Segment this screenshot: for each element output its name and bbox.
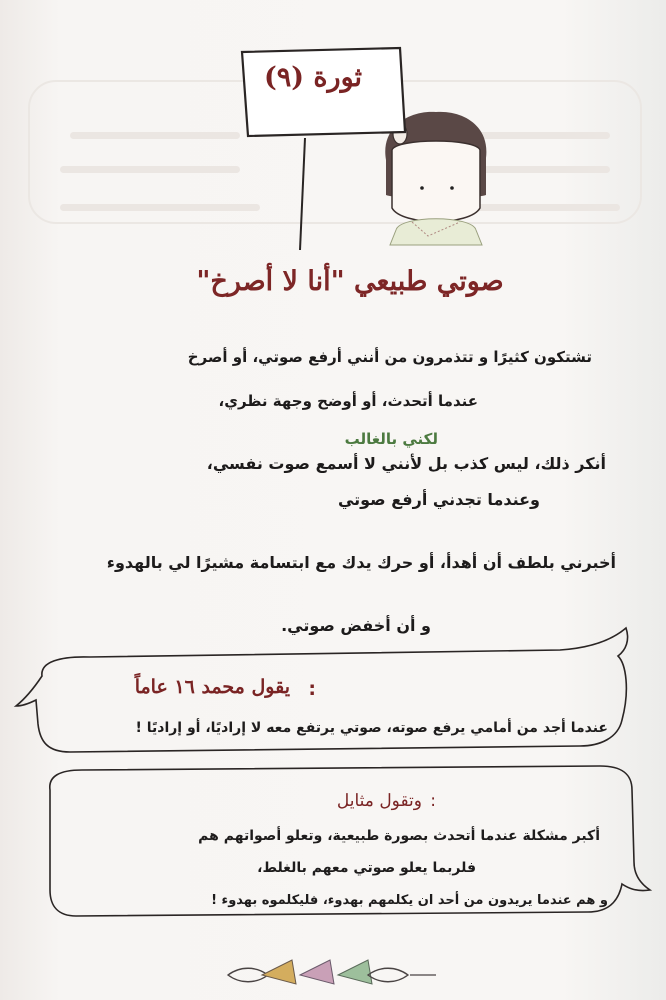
quote-text: فلربما يعلو صوتي معهم بالغلط، (257, 860, 476, 876)
quote-author-title: يقول محمد ١٦ عاماً (134, 676, 290, 698)
quote-colon: : (430, 791, 436, 811)
body-line: تشتكون كثيرًا و تتذمرون من أنني أرفع صوتي، أو أصرخ (187, 348, 592, 366)
quote-colon: : (308, 678, 316, 700)
subheading: لكني بالغالب (344, 430, 438, 448)
quote-text: عندما أجد من أمامي يرفع صوته، صوتي يرتفع معه لا إراديًا، أو إراديًا ! (135, 720, 608, 736)
body-line: و أن أخفض صوتي. (281, 616, 431, 635)
sign-title: ثورة (٩) (263, 62, 363, 93)
body-line: عندما أتحدث، أو أوضح وجهة نظري، (218, 392, 478, 410)
body-line: أخبرني بلطف أن أهدأ، أو حرك يدك مع ابتسامة مشيرًا لي بالهدوء (106, 553, 616, 572)
page-heading: صوتي طبيعي "أنا لا أصرخ" (196, 266, 504, 297)
quote-author-title: وتقول مثايل (336, 791, 422, 811)
body-line: وعندما تجدني أرفع صوتي (337, 490, 540, 509)
bottom-ornament (228, 960, 436, 984)
body-line: أنكر ذلك، ليس كذب بل لأنني لا أسمع صوت نفسي، (206, 454, 606, 473)
quote-text: أكبر مشكلة عندما أتحدث بصورة طبيعية، وتعلو أصواتهم هم (198, 828, 600, 844)
quote-text: و هم عندما يريدون من أحد ان يكلمهم بهدوء، فليكلموه بهدوء ! (211, 893, 608, 908)
